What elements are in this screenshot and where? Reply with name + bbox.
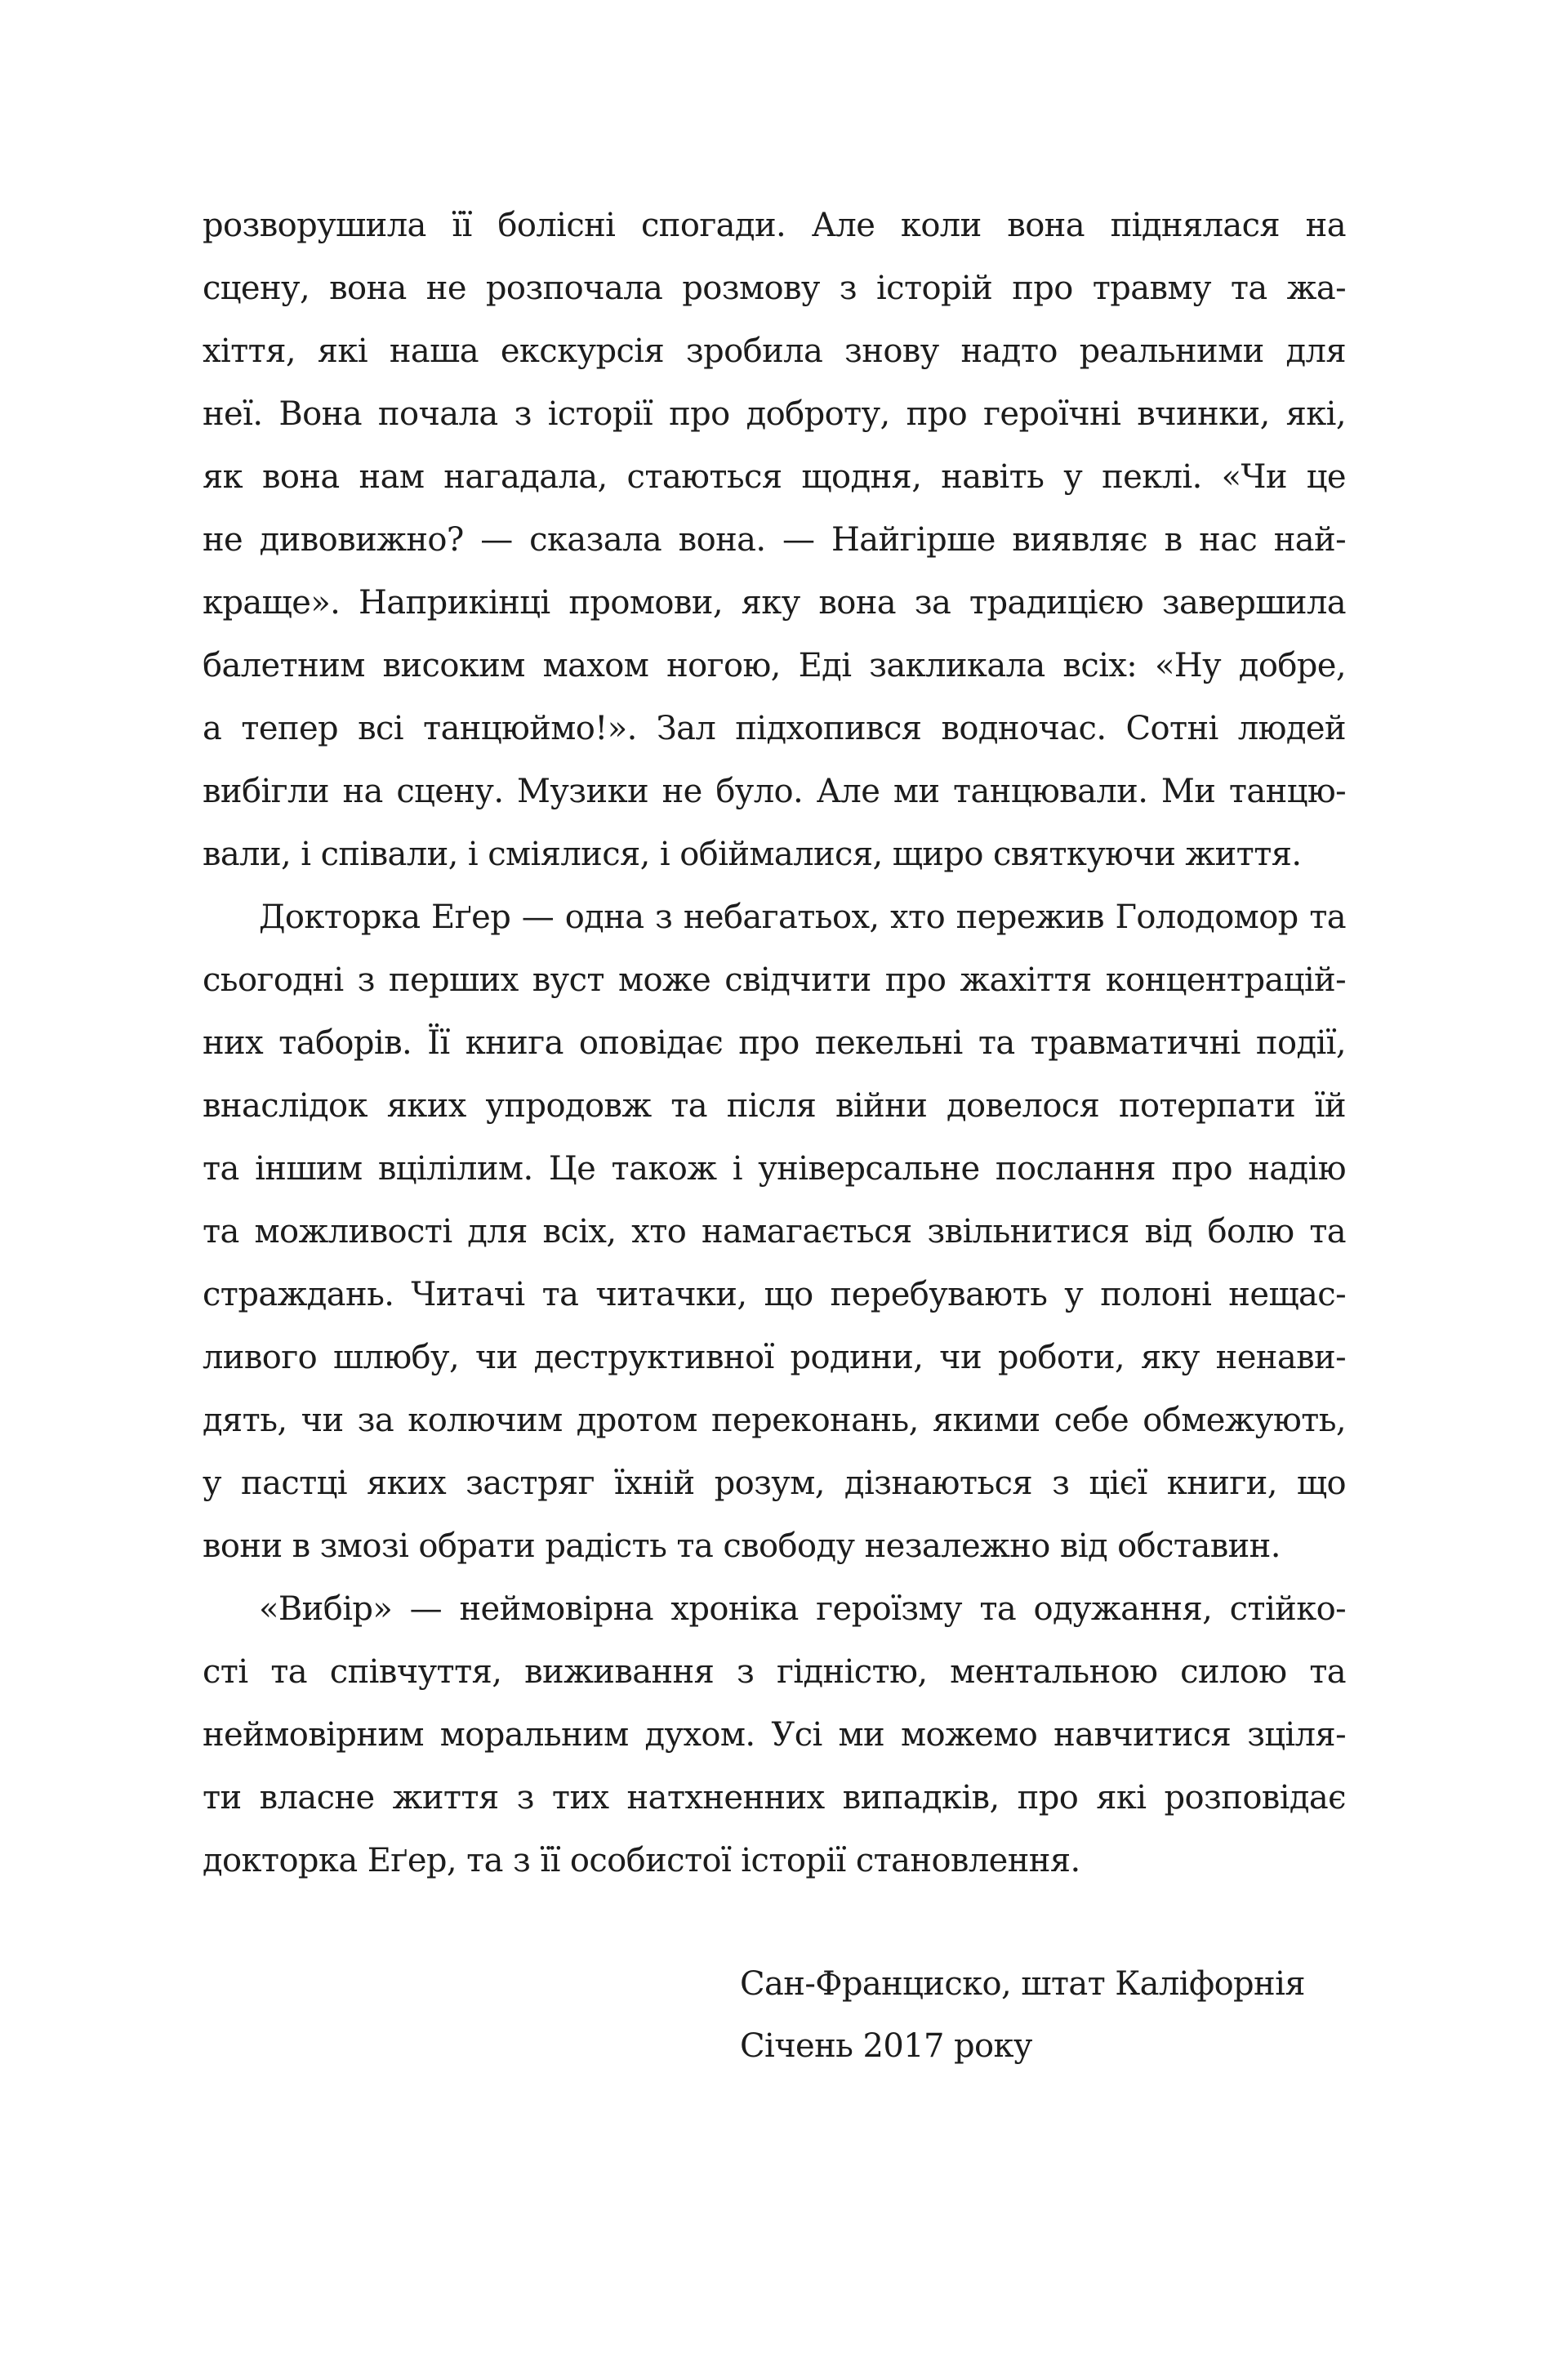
text-line: ти власне життя з тих натхненних випадків, про які розповідає (203, 1779, 1346, 1817)
text-line: вибігли на сцену. Музики не було. Але ми танцювали. Ми танцю- (203, 773, 1346, 810)
text-line: а тепер всі танцюймо!». Зал підхопився водночас. Сотні людей (203, 710, 1346, 747)
text-line: та іншим вцілілим. Це також і універсальне послання про надію (203, 1150, 1346, 1188)
signature-block (740, 1953, 1346, 2077)
text-line: не дивовижно? — сказала вона. — Найгірше виявляє в нас най- (203, 521, 1346, 559)
text-line: них таборів. Її книга оповідає про пекельні та травматичні події, (203, 1024, 1346, 1062)
text-line: «Вибір» — неймовірна хроніка героїзму та одужання, стійко- (259, 1590, 1346, 1628)
text-line: сцену, вона не розпочала розмову з історій про травму та жа- (203, 270, 1346, 307)
text-line: хіття, які наша екскурсія зробила знову надто реальними для (203, 332, 1346, 370)
text-line: розворушила її болісні спогади. Але коли вона піднялася на (203, 207, 1346, 244)
text-line: у пастці яких застряг їхній розум, дізнаються з цієї книги, що (203, 1465, 1346, 1502)
signature-date: Січень 2017 року (740, 2027, 1032, 2065)
text-line: дять, чи за колючим дротом переконань, якими себе обмежують, (203, 1402, 1346, 1439)
text-line: та можливості для всіх, хто намагається звільнитися від болю та (203, 1213, 1346, 1251)
text-line: внаслідок яких упродовж та після війни довелося потерпати їй (203, 1087, 1346, 1125)
text-line: Докторка Еґер — одна з небагатьох, хто пережив Голодомор та (259, 898, 1346, 936)
text-line: неймовірним моральним духом. Усі ми можемо навчитися зціля- (203, 1716, 1346, 1754)
text-line: докторка Еґер, та з її особистої історії становлення. (203, 1842, 1080, 1879)
text-line: сті та співчуття, виживання з гідністю, ментальною силою та (203, 1653, 1346, 1691)
text-line: як вона нам нагадала, стаються щодня, навіть у пеклі. «Чи це (203, 458, 1346, 496)
text-line: неї. Вона почала з історії про доброту, про героїчні вчинки, які, (203, 395, 1346, 433)
text-line: ливого шлюбу, чи деструктивної родини, чи роботи, яку ненави- (203, 1339, 1346, 1376)
text-line: краще». Наприкінці промови, яку вона за традицією завершила (203, 584, 1346, 622)
text-line: страждань. Читачі та читачки, що перебувають у полоні нещас- (203, 1276, 1346, 1313)
text-line: вони в змозі обрати радість та свободу незалежно від обставин. (203, 1527, 1281, 1565)
text-line: вали, і співали, і сміялися, і обіймалися, щиро святкуючи життя. (203, 836, 1302, 873)
signature-place: Сан-Франциско, штат Каліфорнія (740, 1965, 1305, 2003)
text-line: балетним високим махом ногою, Еді закликала всіх: «Ну добре, (203, 647, 1346, 684)
text-line: сьогодні з перших вуст може свідчити про жахіття концентрацій- (203, 961, 1346, 999)
